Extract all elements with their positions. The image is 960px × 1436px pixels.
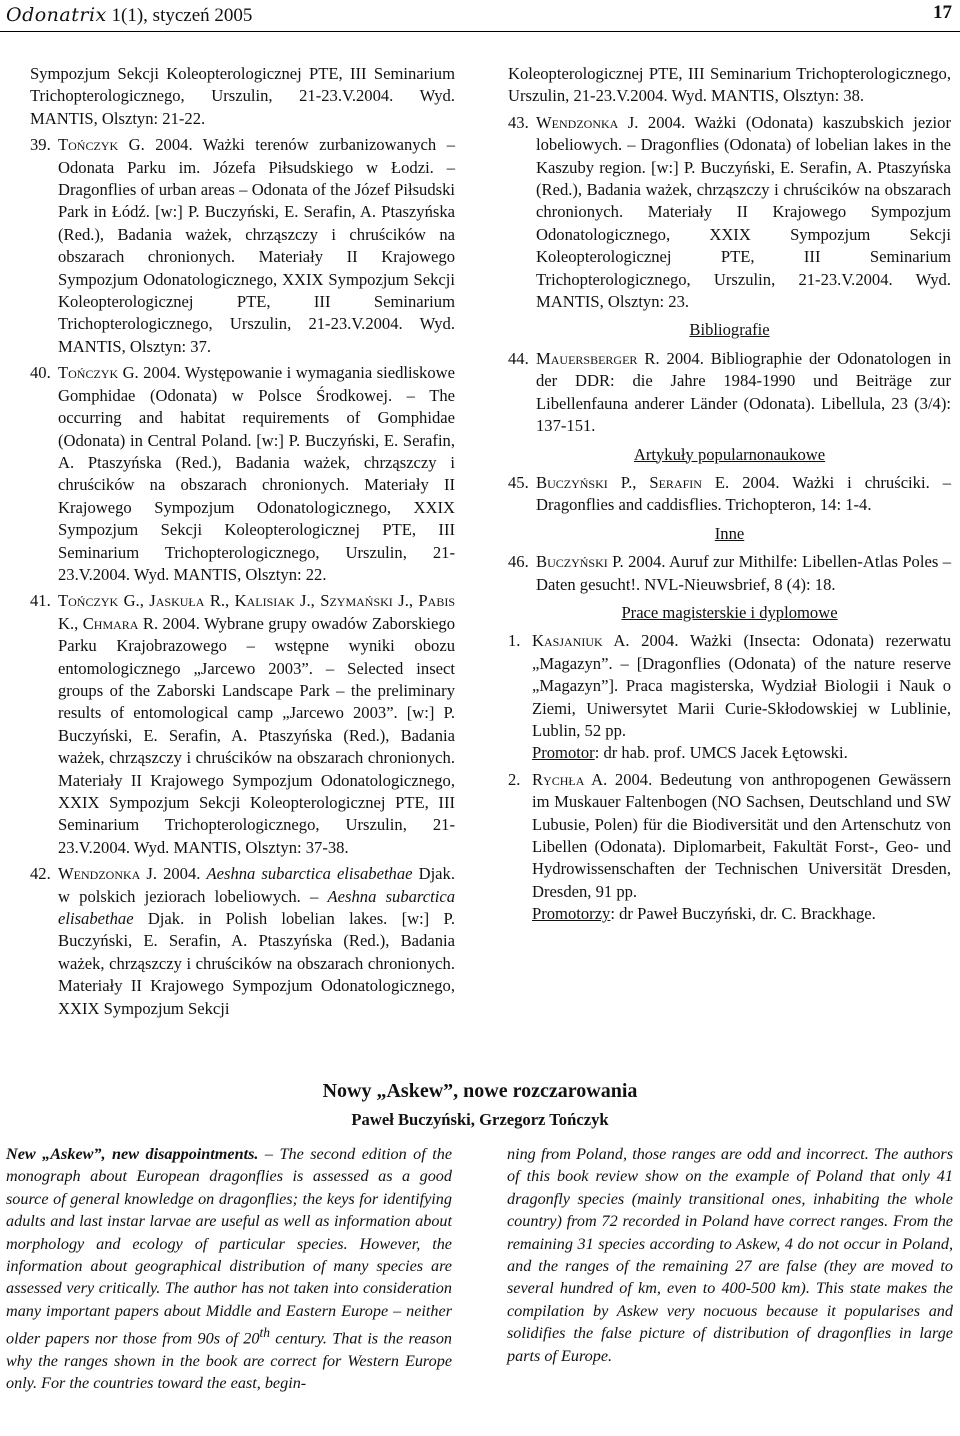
- reference-author: Tończyk G.: [58, 135, 145, 155]
- promotor-label: Promotorzy: [532, 904, 611, 924]
- reference-41: [30, 590, 455, 859]
- journal-issue: 1(1), styczeń 2005: [111, 5, 253, 26]
- species-name: Aeshna subarctica elisabethae: [58, 886, 456, 929]
- thesis-text: 2004. Bedeutung von anthropogenen Gewässern im Muskauer Faltenbogen (NO Sachsen, Deutschland und SW Lubusie, Polen) für die Biodiversität und den Artenschutz von Libellen (Odonata). Diplomarbeit, Fakultät Forst-, Geo- und Hydrowissenschaften der Technischen Universität Dresden, Dresden, 91 pp.: [532, 769, 951, 901]
- promotor-name: : dr Paweł Buczyński, dr. C. Brackhage.: [610, 904, 876, 924]
- reference-text: 2004. Występowanie i wymagania siedliskowe Gomphidae (Odonata) w Polsce Środkowej. – The occurring and habitat requirements of Gomphidae (Odonata) in Central Poland. [w:] P. Buczyński, E. Serafin, A. Ptaszyńska (Red.), Badania ważek, chrząszczy i chruścików na obszarach chronionych. Materiały II Krajowego Sympozjum Odonatologicznego, XXIX Sympozjum Sekcji Koleopterologicznej PTE, III Seminarium Trichopterologicznego, Urszulin, 21-23.V.2004. Wyd. MANTIS, Olsztyn: 22.: [58, 363, 455, 584]
- ordinal-suffix: th: [259, 1325, 270, 1341]
- journal-name: Odonatrix: [6, 4, 107, 26]
- reference-continuation: Sympozjum Sekcji Koleopterologicznej PTE, III Seminarium Trichopterologicznego, Urszulin, 21-23.V.2004. Wyd. MANTIS, Olsztyn: 21-22.: [30, 64, 455, 128]
- reference-text: 2004. Ważki (Odonata) kaszubskich jezior lobeliowych. – Dragonflies (Odonata) of lobelian lakes in the Kaszuby region. [w:] P. Buczyński, E. Serafin, A. Ptaszyńska (Red.), Badania ważek, chrząszczy i chruścików na obszarach chronionych. Materiały II Krajowego Sympozjum Odonatologicznego, XXIX Sympozjum Sekcji Koleopterologicznej PTE, III Seminarium Trichopterologicznego, Urszulin, 21-23.V.2004. Wyd. MANTIS, Olsztyn: 23.: [536, 112, 951, 312]
- reference-author: Tończyk G., Jaskuła R., Kalisiak J., Szymański J., Pabis K., Chmara R.: [58, 591, 455, 633]
- reference-author: Wendzonka J.: [536, 112, 639, 132]
- right-column: [508, 63, 951, 930]
- reference-author: Wendzonka J.: [58, 864, 157, 884]
- reference-46: [508, 551, 951, 596]
- abstract-left-column: [6, 1143, 452, 1395]
- reference-40: [30, 362, 455, 586]
- section-heading-theses: Prace magisterskie i dyplomowe: [621, 602, 838, 622]
- thesis-2: [508, 769, 951, 926]
- reference-44: [508, 348, 951, 438]
- reference-continuation: Koleopterologicznej PTE, III Seminarium Trichopterologicznego, Urszulin, 21-23.V.2004. Wyd. MANTIS, Olsztyn: 38.: [508, 64, 951, 106]
- section-heading-popular: Artykuły popularnonaukowe: [633, 444, 826, 464]
- left-column: [30, 63, 455, 1024]
- reference-author: Buczyński P.: [536, 552, 624, 572]
- reference-text: 2004. Ważki terenów zurbanizowanych – Odonata Parku im. Józefa Piłsudskiego w Łodzi. – Dragonflies of urban areas – Odonata of the Józef Piłsudski Park in Łódź. [w:] P. Buczyński, E. Serafin, A. Ptaszyńska (Red.), Badania ważek, chrząszczy i chruścików na obszarach chronionych. Materiały II Krajowego Sympozjum Odonatologicznego, XXIX Sympozjum Sekcji Koleopterologicznej PTE, III Seminarium Trichopterologicznego, Urszulin, 21-23.V.2004. Wyd. MANTIS, Olsztyn: 37.: [58, 135, 455, 356]
- section-heading-bibliografie: Bibliografie: [689, 320, 770, 340]
- thesis-number: 2.: [508, 769, 521, 789]
- thesis-text: 2004. Ważki (Insecta: Odonata) rezerwatu „Magazyn”. – [Dragonflies (Odonata) of the nature reserve „Magazyn”]. Praca magisterska, Wydział Biologii i Nauk o Ziemi, Uniwersytet Marii Curie-Skłodowskiej w Lublinie, Lublin, 52 pp.: [532, 631, 951, 740]
- species-name: Aeshna subarctica elisabethae: [206, 864, 413, 884]
- reference-43: [508, 112, 951, 314]
- reference-text: 2004. Ważki i chruściki. – Dragonflies and caddisflies. Trichopteron, 14: 1-4.: [536, 472, 951, 515]
- promotor-label: Promotor: [532, 743, 595, 763]
- reference-39: [30, 134, 455, 358]
- thesis-1: [508, 630, 951, 764]
- reference-number: 45.: [508, 472, 529, 492]
- reference-number: 40.: [30, 363, 51, 383]
- reference-text: 2004. Bibliographie der Odonatologen in der DDR: die Jahre 1984-1990 und Beiträge zur Libellenfauna anderer Länder (Odonata). Libellula, 23 (3/4): 137-151.: [536, 348, 951, 436]
- reference-number: 41.: [30, 591, 51, 611]
- reference-number: 43.: [508, 112, 529, 132]
- reference-number: 44.: [508, 348, 529, 368]
- article-authors: Paweł Buczyński, Grzegorz Tończyk: [351, 1110, 609, 1129]
- reference-text: Djak. in Polish lobelian lakes. [w:] P. Buczyński, E. Serafin, A. Ptaszyńska (Red.), Badania ważek, chrząszczy i chruścików na obszarach chronionych. Materiały II Krajowego Sympozjum Odonatologicznego, XXIX Sympozjum Sekcji: [58, 909, 455, 1018]
- reference-text: 2004. Wybrane grupy owadów Zaborskiego Parku Krajobrazowego – wstępne wyniki obozu entomologicznego „Jarcewo 2003”. – Selected insect groups of the Zaborski Landscape Park – the preliminary results of entomological camp „Jarcewo 2003”. [w:] P. Buczyński, E. Serafin, A. Ptaszyńska (Red.), Badania ważek, chrząszczy i chruścików na obszarach chronionych. Materiały II Krajowego Sympozjum Odonatologicznego, XXIX Sympozjum Sekcji Koleopterologicznej PTE, III Seminarium Trichopterologicznego, Urszulin, 21-23.V.2004. Wyd. MANTIS, Olsztyn: 37-38.: [58, 613, 455, 857]
- thesis-author: Rychła A.: [532, 769, 608, 789]
- thesis-number: 1.: [508, 631, 521, 651]
- abstract-title: New „Askew”, new disappointments.: [6, 1145, 259, 1163]
- thesis-author: Kasjaniuk A.: [532, 631, 630, 651]
- article-title: Nowy „Askew”, nowe rozczarowania: [322, 1080, 638, 1102]
- reference-42: [30, 863, 455, 1020]
- reference-text: Djak. w polskich jeziorach lobeliowych. –: [58, 864, 455, 906]
- abstract-text: century. That is the reason why the ranges shown in the book are correct for Western Europe only. For the countries toward the east, begin-: [6, 1329, 453, 1393]
- reference-45: [508, 472, 951, 517]
- running-head: [6, 4, 252, 27]
- section-heading-inne: Inne: [714, 523, 745, 543]
- page-number: 17: [933, 2, 952, 23]
- promotor-name: : dr hab. prof. UMCS Jacek Łętowski.: [594, 743, 848, 763]
- reference-author: Tończyk G.: [58, 363, 139, 383]
- reference-text: 2004. Auruf zur Mithilfe: Libellen-Atlas Poles – Daten gesucht!. NVL-Nieuwsbrief, 8 (4): 18.: [536, 552, 951, 594]
- reference-author: Mauersberger R.: [536, 348, 660, 368]
- reference-number: 39.: [30, 135, 51, 155]
- abstract-right-column: ning from Poland, those ranges are odd and incorrect. The authors of this book review show on the example of Poland that only 41 dragonfly species (mainly transitional ones, inhabiting the whole country) from 72 recorded in Poland have correct ranges. From the remaining 31 species according to Askew, 4 do not occur in Poland, and the ranges of the remaining 27 are false (they are moved to several hundred of km, even to 400-500 km). This state makes the compilation by Askew very nocuous because it popularises and solidifies the false picture of distribution of dragonflies in large parts of Europe.: [507, 1145, 953, 1365]
- abstract-text: – The second edition of the monograph about European dragonflies is assessed as a good source of general knowledge on dragonflies; the keys for identifying adults and last instar larvae are useful as well as information about morphology and ecology of particular species. However, the information about geographical distribution of many species are assessed very critically. The author has not taken into consideration many important papers about Middle and Eastern Europe – neither older papers nor those from 90s of 20: [6, 1145, 452, 1348]
- reference-number: 42.: [30, 864, 51, 884]
- reference-text: 2004.: [157, 864, 207, 884]
- reference-author: Buczyński P., Serafin E.: [536, 472, 730, 492]
- header-rule: [0, 31, 960, 32]
- reference-number: 46.: [508, 552, 529, 572]
- page-header: [0, 0, 960, 34]
